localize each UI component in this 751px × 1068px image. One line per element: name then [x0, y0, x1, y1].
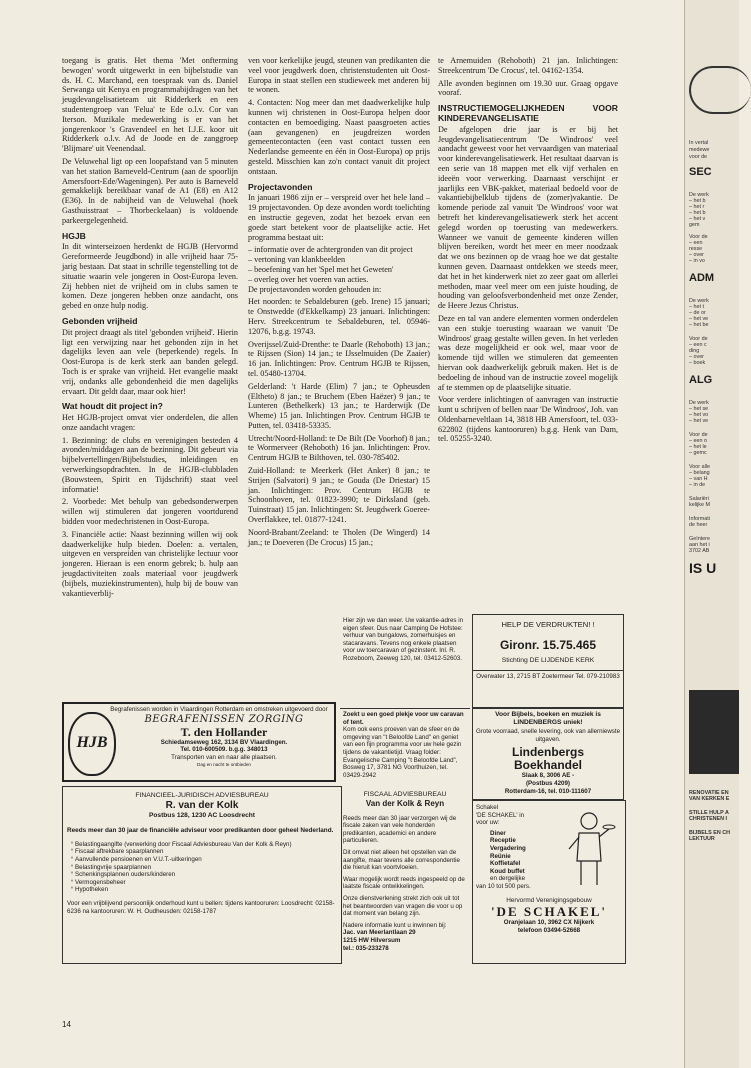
paragraph: te Arnemuiden (Rehoboth) 21 jan. Inlichtingen: Streekcentrum 'De Crocus', tel. 04162-1354.: [438, 56, 618, 75]
ad-de-schakel: [472, 800, 626, 964]
ad-text: 'DE SCHAKEL' in: [476, 811, 525, 819]
fold-text: Informati: [689, 516, 710, 522]
ad-title: FISCAAL ADVIESBUREAU: [363, 791, 447, 798]
article-column-3: [438, 56, 618, 447]
fold-text: kelijke M: [689, 502, 710, 508]
fold-text: – het ve: [689, 418, 709, 424]
fold-text: Voor alle: [689, 464, 710, 470]
ad-text: Schakel: [476, 804, 499, 811]
ad-small-print: Dag en nacht te ontbieden: [197, 762, 251, 768]
ad-title: Begrafenissen worden in Vlaardingen Rotterdam en omstreken uitgevoerd door: [110, 706, 328, 713]
list-item: Koud buffet: [490, 867, 525, 875]
paragraph: Het noorden: te Sebaldeburen (geb. Irene) 15 januari; te Onstwedde (d'Ekkelkamp) 23 januari. Inlichtingen: Herv. Streekcentrum te Sebaldeburen, tel. 05946-12076, b.g.g. 19743.: [248, 297, 430, 336]
list-item: Receptie: [490, 837, 516, 845]
logo-lettering: HJB: [76, 734, 108, 751]
fold-text: – het be: [689, 322, 709, 328]
ad-address: Postbus 128, 1230 AC Loosdrecht: [148, 811, 256, 819]
paragraph: Deze en tal van andere elementen vormen onderdelen van een stukje toerusting waaraan we vanuit 'De Windroos' graag gestalte willen geven. In het verleden was deze mogelijkheid er ook wel, maar voor de komende tijd willen we stimuleren dat gemeenten hiervan ook daadwerkelijk gebruik maken. Het is de bedoeling de inhoud van de instructie zoveel mogelijk af te stemmen op de plaatselijke situatie.: [438, 313, 618, 392]
ad-title: FINANCIEEL-JURIDISCH ADVIESBUREAU: [135, 792, 269, 799]
ad-address: Oranjelaan 10, 3962 CX Nijkerk: [503, 919, 595, 927]
fold-text: De werk: [689, 192, 709, 198]
list-item: ° Schenkingsplannen ouders/kinderen: [75, 871, 337, 879]
ad-org: Stichting DE LIJDENDE KERK: [501, 656, 595, 664]
ad-title: Voor Bijbels, boeken en muziek is LINDENBERGS uniek!: [495, 711, 601, 726]
list-item: ° Fiscaal aftrekbare spaarplannen: [75, 848, 337, 856]
article-column-1: [62, 56, 238, 601]
brand-name: Van der Kolk & Reyn: [365, 798, 445, 808]
ad-address: Slaak 8, 3006 AE -: [521, 772, 575, 780]
ad-den-hollander: [62, 702, 336, 782]
fold-text: – het ve: [689, 316, 709, 322]
ad-address: (Postbus 4209): [525, 779, 570, 787]
ad-text: Dit omvat niet alleen het opstellen van de aangifte, maar tevens alle correspondentie die hieruit kan voortvloeien.: [343, 848, 460, 872]
ad-address: Rotterdam-16, tel. 010-111607: [504, 787, 592, 795]
ad-address: Jac. van Meerlantlaan 29: [343, 929, 416, 937]
fold-text: De werk: [689, 298, 709, 304]
paragraph: Overijssel/Zuid-Drenthe: te Daarle (Rehoboth) 13 jan.; te Rijssen (Sion) 14 jan.; te IJsselmuiden (De Zaaier) 16 jan. Inlichtingen: Prov. Centrum HGJB te Rijssen, tel. 05480-13704.: [248, 339, 430, 378]
fold-caption: VAN KERKEN E: [689, 796, 730, 802]
paragraph: In dit winterseizoen herdenkt de HGJB (Hervormd Gereformeerde Jeugdbond) in alle vrijheid haar 75-jarig bestaan. Dat staat in schrille tegenstelling tot de situatie waarin vele jongeren in Oost-Europa leven. Zij hebben niet de vrijheid om in clubs samen te komen. Deze jongeren hebben onze aandacht, ons gebed en onze hulp nodig.: [62, 242, 238, 311]
fold-text: – het r: [689, 204, 705, 210]
ad-address: Overwater 13, 2715 BT Zoetermeer Tel. 079-210983: [476, 673, 620, 681]
paragraph: – beoefening van het 'Spel met het Geweten': [248, 264, 394, 274]
fold-text: Geïntere: [689, 536, 710, 542]
brand-name: Lindenbergs: [511, 745, 584, 760]
paragraph: – overleg over het voeren van acties.: [248, 274, 369, 284]
ad-text: en dergelijke: [490, 875, 526, 883]
paragraph: In januari 1986 zijn er – verspreid over het hele land – 19 projectavonden. Op deze avonden wordt toelichting en instructie gegeven, zodat het bezoek ervan een goede start betekent voor de plaatselijke actie. Het programma bestaat uit:: [248, 193, 430, 242]
fold-caption: CHRISTENEN I: [689, 816, 728, 822]
paragraph: Alle avonden beginnen om 19.30 uur. Graag opgave vooraf.: [438, 78, 618, 98]
service-list: [67, 841, 337, 894]
logo-ring: [689, 66, 751, 114]
fold-caption: BIJBELS EN CH: [689, 830, 731, 836]
fold-caption: STILLE HULP A: [689, 810, 729, 816]
ad-text: Nadere informatie kunt u inwinnen bij:: [343, 921, 447, 929]
fold-text: voor de: [689, 154, 707, 160]
ad-intro: Reeds meer dan 30 jaar de financiële adviseur voor predikanten door geheel Nederland.: [67, 827, 334, 835]
fold-text: aan het i: [689, 542, 710, 548]
fold-heading: IS U: [689, 560, 717, 576]
ad-text: Grote voorraad, snelle levering, ook van allerniewste uitgaven.: [475, 728, 621, 743]
fold-caption: LEKTUUR: [689, 836, 715, 842]
ad-text: Kom ook eens proeven van de sfeer en de omgeving van "t Beloofde Land" en geniet van een fijn programma voor uw hele gezin tijdens de vakantietijd. Vraag folder: Evangelische Camping "t Beloofde Land", Bosweg 17, 3781 NG Voorthuizen, tel. 03429-2942: [343, 726, 462, 779]
paragraph: Het HGJB-project omvat vier onderdelen, die allen onze aandacht vragen:: [62, 413, 238, 432]
fold-text: – de or: [689, 310, 706, 316]
fold-text: In vertal: [689, 140, 709, 146]
fold-heading: SEC: [689, 166, 712, 178]
ad-text: Transporten van en naar alle plaatsen.: [171, 753, 277, 761]
ad-lindenbergs: [472, 708, 624, 800]
fold-heading: ADM: [689, 272, 715, 284]
fold-text: – het b: [689, 198, 706, 204]
heading-hgjb: HGJB: [62, 230, 86, 241]
paragraph: Zuid-Holland: te Meerkerk (Het Anker) 8 jan.; te Strijen (Salvatori) 9 jan.; te Gouda (De Driestar) 15 jan. Inlichtingen: Prov. Centrum HGJB te Schoonhoven, tel. 01823-3990; te Dirksland (geb. Tuinstraat) 15 jan. Inlichtingen: St. Jeugdwerk Goeree-Overflakkee, tel. 01877-1241.: [248, 466, 430, 525]
heading-instructiemogelijkheden: INSTRUCTIEMOGELIJKHEDEN VOOR KINDEREVANGELISATIE: [438, 103, 618, 123]
ad-label: Hervormd Verenigingsgebouw: [506, 896, 592, 904]
ad-text: Hier zijn we dan weer. Uw vakantie-adres in eigen sfeer. Dus naar Camping De Hofstee: verhuur van bungalows, zomerhuisjes en stacaravans. Tevens nog enkele plaatsen voor uw toercaravan of gezinstent. Inl. R. Rozeboom, Zeeweg 120, tel. 03412-52603.: [343, 617, 464, 662]
fold-text: – het t: [689, 304, 704, 310]
heading-projectavonden: Projectavonden: [248, 181, 313, 192]
list-item: Reünie: [490, 852, 511, 860]
paragraph: 3. Financiële actie: Naast bezinning willen wij ook daadwerkelijke hulp bieden. Doelen: a. vertalen, uitgeven en verspreiden van christelijke lectuur voor jongeren. Hieraan is een enorm gebrek; b. hulp aan jeugdactiviteiten zoals materiaal voor jeugdwerk (bijbels, muziekinstrumenten), hulp bij de bouw van vakantieverblij-: [62, 529, 238, 598]
fold-text: – een c: [689, 342, 707, 348]
heading-project: Wat houdt dit project in?: [62, 401, 163, 412]
paragraph: Dit project draagt als titel 'gebonden vrijheid'. Hierin ligt een verwijzing naar het gebonden zijn in het dagelijks leven aan vele (beperkende) regels. In Oost-Europa is de kerk sterk aan banden gelegd. Toch is er sprake van vrijheid. Het evangelie maakt vrij, ondanks alle gebondenheid die men dagelijks ervaart. Dit geldt daar, maar ook hier!: [62, 327, 238, 396]
ad-contact: Voor een vrijblijvend persoonlijk onderhoud kunt u bellen: tijdens kantooruren: Loosdrecht: 02158-6236 na kantooruren: W. H. Oudheusden: 02158-1787: [67, 899, 335, 915]
paragraph: De projectavonden worden gehouden in:: [248, 284, 382, 294]
waiter-illustration: [565, 809, 613, 889]
list-item: ° Hypotheken: [75, 886, 337, 894]
fold-text: – het b: [689, 210, 706, 216]
fold-text: – het le: [689, 444, 707, 450]
list-item: ° Aanvullende pensioenen en V.U.T.-uitkeringen: [75, 856, 337, 864]
fold-text: medewe: [689, 147, 710, 153]
fold-text: Voor de: [689, 234, 708, 240]
fold-caption: RENOVATIE EN: [689, 790, 729, 796]
heading-gebonden-vrijheid: Gebonden vrijheid: [62, 315, 138, 326]
brand-line: BEGRAFENISSEN ZORGING: [144, 713, 304, 725]
fold-text: – boek: [689, 360, 706, 366]
ad-text: Waar mogelijk wordt reeds ingespeeld op de laatste fiscale ontwikkelingen.: [343, 875, 465, 891]
fold-text: – het vo: [689, 412, 709, 418]
fold-text: de heer: [689, 522, 708, 528]
paragraph: 1. Bezinning: de clubs en verenigingen besteden 4 avonden/middagen aan de bezinning. Dit gebeurt via bijbelvertellingen/Bijbelstudies, inleidingen en verwerkingsopdrachten. In de HGJB-clubbladen (Bouwsteen, Spirit en Tijdschrift) staat veel informatie!: [62, 435, 238, 494]
ad-camping-hofstee: [340, 614, 470, 709]
ad-van-der-kolk: [62, 786, 342, 964]
fold-text: – in de: [689, 482, 706, 488]
fold-text: – belang: [689, 470, 710, 476]
fold-text: – in vo: [689, 258, 705, 264]
ad-camping-beloofde-land: [340, 708, 470, 779]
ad-fiscaal-adviesbureau: [340, 786, 470, 962]
brand-name: 'DE SCHAKEL': [490, 904, 608, 920]
paragraph: ven voor kerkelijke jeugd, steunen van predikanten die veel voor jeugdwerk doen, christenstudenten uit Oost-Europa in staat stellen een studieweek met anderen bij te wonen.: [248, 56, 430, 95]
list-item: Vergadering: [490, 844, 526, 852]
fold-text: Voor de: [689, 432, 708, 438]
ad-address: 1215 HW Hilversum: [343, 936, 401, 944]
paragraph: 4. Contacten: Nog meer dan met daadwerkelijke hulp kunnen wij christenen in Oost-Europa helpen door contacten en bemoediging. Naast paasgroeten acties (aan gevangenen) en jeugdreizen worden gemeentecontacten (een vast contact tussen een Nederlandse gemeente en één in Oost-Europa) op prijs gesteld. Misschien kan zo'n contact vanuit dit project ontstaan.: [248, 98, 430, 176]
paragraph: toegang is gratis. Het thema 'Met onfterming bewogen' wordt uitgewerkt in een bijbelstudie van ds. H. C. Marchand, een toespraak van ds. Daniel Serwanga uit Kenya en programmabijdragen van het jeugdevangelisatieteam uit Ridderkerk en een studentengroep van 'Felua' te Ede o.l.v. Cor van Iterson. Muzikale medewerking is er van het jongerenkoor 's Gravendeel en het I.J.E. koor uit Ridderkerk o.l.v. Ad de Joode en de zanggroep 'Blijmare' uit Veenendaal.: [62, 56, 238, 154]
fold-text: Voor de: [689, 336, 708, 342]
fold-text: ding: [689, 348, 700, 354]
paragraph: – informatie over de achtergronden van dit project: [248, 245, 413, 255]
fold-text: 3702 AB: [689, 548, 710, 554]
ad-text: voor uw:: [476, 819, 500, 827]
paragraph: De afgelopen drie jaar is er bij het Jeugdevangelisatiecentrum 'De Windroos' veel aandacht geweest voor het vervaardigen van materiaal voor kinderevangelisatiewerk. Het resultaat daarvan is een serie van 18 mappen met elk vijf verhalen en ideeën voor verwerking. Daarnaast verschijnt er jaarlijks een VBK-pakket, materiaal bedoeld voor de vakantiebijbelklub tijdens de (zomer)vakantie. De komende periode zal vanuit 'De Windroos' voor wat betreft het kinderevangelisatiewerk sterk het accent gelegd worden op toerusting van medewerkers. Wanneer we vanuit de gemeente kinderen willen blijven bereiken, wordt het meer en meer noodzaak dat we ons bezinnen op de vraag hoe we dat gestalte kunnen geven. Daarnaast ontdekken we steeds meer, dat het in het kinderwerk niet zo zeer gaat om allerlei methoden, maar veel meer om een juiste houding, de houding van geloofsverbondenheid met onze Zender, de Heere Jezus Christus.: [438, 124, 618, 311]
brand-name: Boekhandel: [513, 758, 582, 773]
fold-text: – het v: [689, 216, 706, 222]
fold-text: – van H: [689, 476, 708, 482]
ad-text: van 10 tot 500 pers.: [476, 882, 531, 890]
ad-address: Schiedamseweg 162, 3134 BV Vlaardingen.: [160, 738, 288, 746]
fold-text: – over: [689, 252, 704, 258]
fold-text: resse: [689, 246, 703, 252]
paragraph: Gelderland: 't Harde (Elim) 7 jan.; te Opheusden (Eltheto) 8 jan.; te Bruchem (Eben Haëzer) 9 jan.; te Lunteren (Bethelkerk) 13 jan.; te Harderwijk (De Wheme) 15 jan. Inlichtingen Prov. Centrum HGJB te Putten, tel. 03418-53335.: [248, 381, 430, 430]
list-item: Koffietafel: [490, 860, 521, 868]
adjacent-page-fragment: [684, 0, 739, 1068]
ad-phone: telefoon 03494-52668: [517, 926, 581, 934]
fold-heading: ALG: [689, 374, 713, 386]
fold-photo: [689, 690, 739, 774]
paragraph: – vertoning van klankbeelden: [248, 255, 346, 265]
ad-lijdende-kerk: [472, 614, 624, 708]
paragraph: De Veluwehal ligt op een loopafstand van 5 minuten van het station Barneveld-Centrum (aan de spoorlijn Amersfoort-Ede/Wageningen). Per auto is Barneveld gemakkelijk bereikbaar vanaf de A1 (E8) en A12 (E36). In de nabijheid van de Veluwehal (hoek Gasthuisstraat – Thorbeckelaan) is voldoende parkeergelegenheid.: [62, 156, 238, 225]
fold-text: – een o: [689, 438, 707, 444]
fold-text: – een: [689, 240, 703, 246]
giro-number: Gironr. 15.75.465: [499, 637, 597, 652]
ad-text: Reeds meer dan 30 jaar verzorgen wij de fiscale zaken van vele honderden predikanten, academici en andere particulieren.: [343, 814, 457, 845]
page-number: 14: [62, 1020, 71, 1029]
list-item: ° Belastingvrije spaarplannen: [75, 864, 337, 872]
article-column-2: [248, 56, 430, 550]
list-item: ° Belastingaangifte (verwerking door Fiscaal Adviesbureau Van der Kolk & Reyn): [75, 841, 337, 849]
fold-text: – gemc: [689, 450, 707, 456]
ad-title: Zoekt u een goed plekje voor uw caravan of tent.: [343, 711, 464, 726]
paragraph: Noord-Brabant/Zeeland: te Tholen (De Wingerd) 14 jan.; te Doeveren (De Crocus) 15 jan.;: [248, 527, 430, 547]
hollander-logo: [68, 712, 116, 776]
fold-text: Salariëri: [689, 496, 709, 502]
brand-name: R. van der Kolk: [165, 799, 239, 811]
list-item: Diner: [490, 829, 506, 837]
list-item: ° Vermogensbeheer: [75, 879, 337, 887]
ad-title: HELP DE VERDRUKTEN! !: [501, 620, 595, 629]
ad-phone: Tel. 010-600509. b.g.g. 348013: [180, 746, 268, 754]
paragraph: Voor verdere inlichtingen of aanvragen van instructie kunt u schrijven of bellen naar 'De Windroos', Joh. van Oldenbarneveltlaan 14, 3818 HB Amersfoort, tel. 033-622802 (tijdens kantooruren) b.g.g. Henk van Dam, tel. 05255-3240.: [438, 395, 618, 444]
ad-phone: tel.: 035-233278: [343, 944, 389, 952]
brand-name: T. den Hollander: [180, 724, 268, 739]
fold-text: – het se: [689, 406, 709, 412]
fold-text: De werk: [689, 400, 709, 406]
paragraph: 2. Voorbede: Met behulp van gebedsonderwerpen willen wij stimuleren dat jongeren voortdurend bidden voor medechristenen in Oost-Europa.: [62, 497, 238, 527]
paragraph: Utrecht/Noord-Holland: te De Bilt (De Voorhof) 8 jan.; te Wormerveer (Rehoboth) 16 jan. Inlichtingen: Prov. Centrum HGJB te Bilthoven, tel. 030-785402.: [248, 433, 430, 463]
fold-text: – over: [689, 354, 704, 360]
ad-text: Onze dienstverlening strekt zich ook uit tot het beantwoorden van vragen die voor u op dat moment van belang zijn.: [343, 894, 463, 918]
fold-text: gem: [689, 222, 700, 228]
